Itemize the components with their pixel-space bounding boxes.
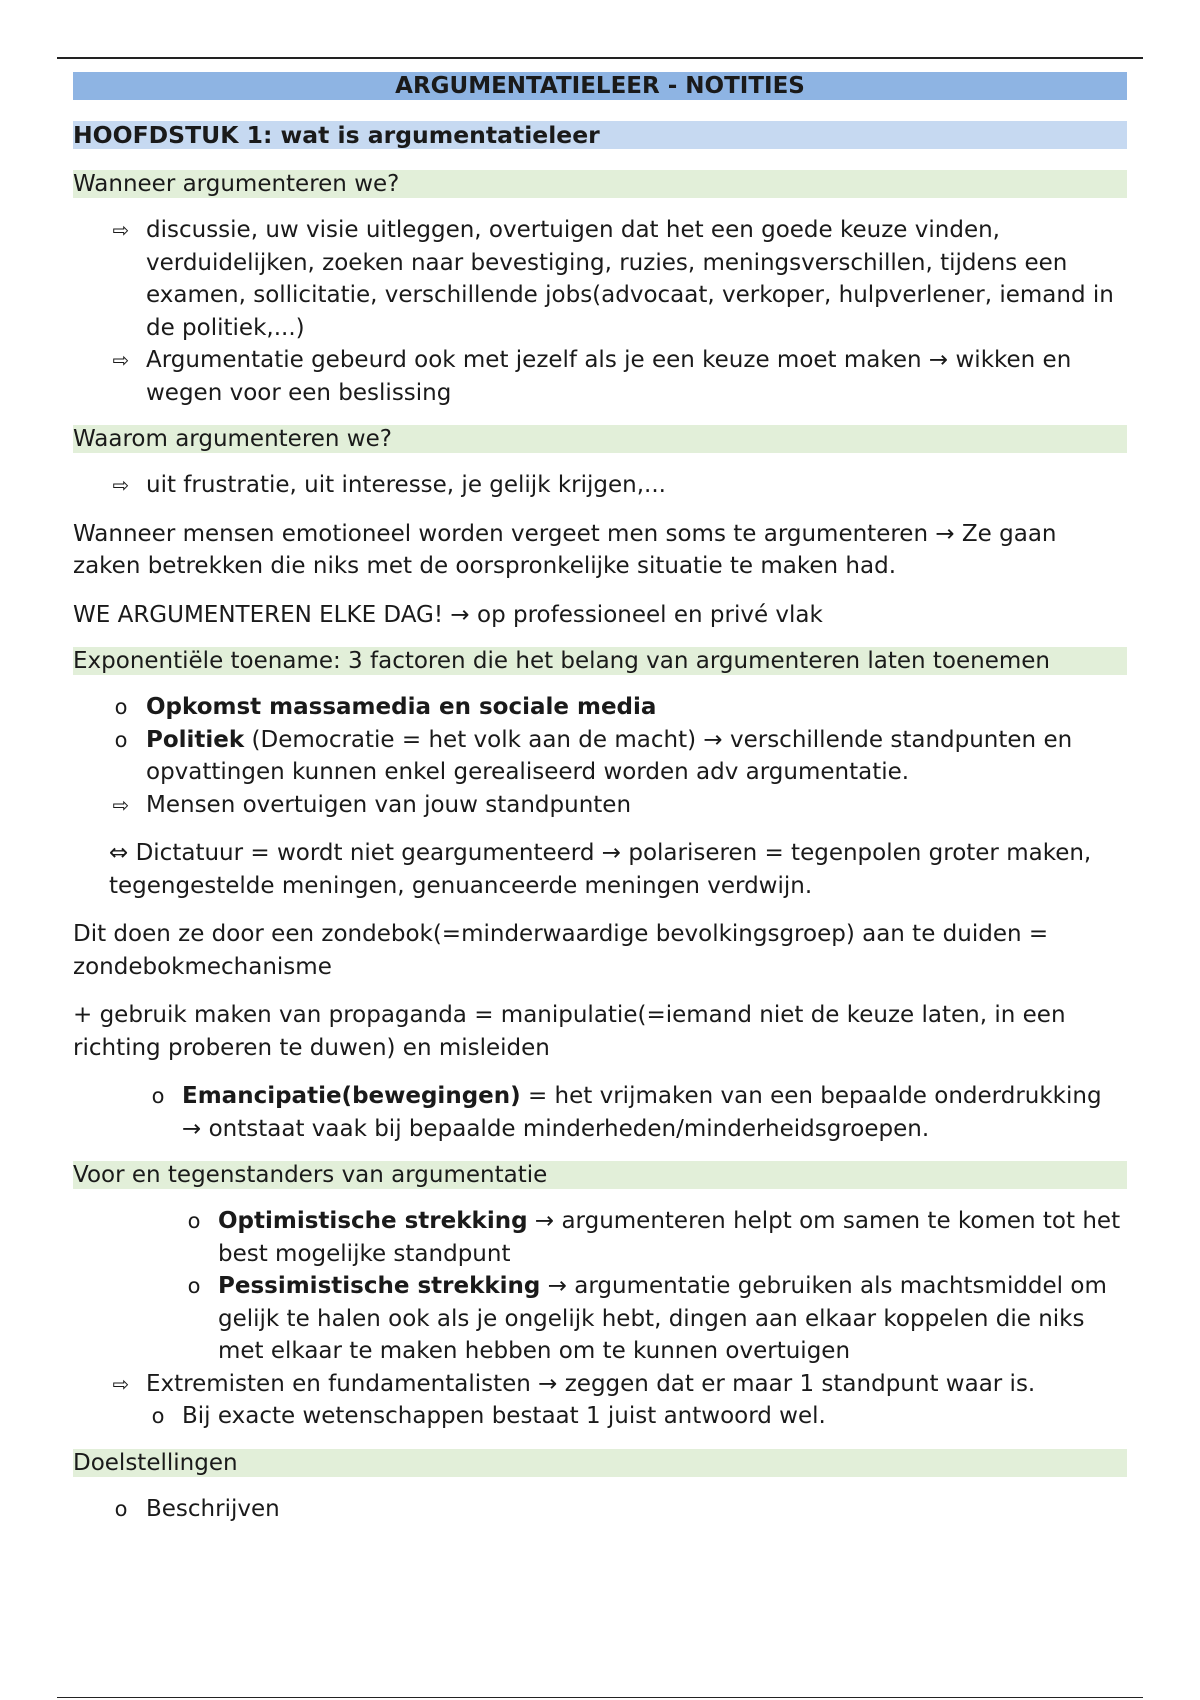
list-item: [73, 691, 1127, 724]
paragraph: Wanneer mensen emotioneel worden vergeet men soms te argumenteren → Ze gaan zaken betrekken die niks met de oorspronkelijke situatie te maken had.: [73, 520, 1057, 579]
list-item: [73, 1205, 1127, 1270]
section-heading-wanneer: Wanneer argumenteren we?: [73, 170, 1127, 198]
circle-bullet-icon: o: [151, 1084, 165, 1108]
list-item-bold: Emancipatie(bewegingen): [182, 1083, 521, 1109]
list-item-text: Mensen overtuigen van jouw standpunten: [146, 791, 632, 818]
paragraph: WE ARGUMENTEREN ELKE DAG! → op professioneel en privé vlak: [73, 601, 823, 628]
circle-bullet-icon: o: [114, 695, 128, 719]
list-item-bold: Optimistische strekking: [218, 1208, 528, 1234]
list-emancipatie: [73, 1080, 1127, 1145]
circle-bullet-icon: o: [151, 1404, 165, 1428]
list-item: [73, 214, 1127, 344]
list-item-text: Extremisten en fundamentalisten → zeggen dat er maar 1 standpunt waar is.: [146, 1370, 1036, 1397]
section-heading-doelstellingen: Doelstellingen: [73, 1449, 1127, 1477]
circle-bullet-icon: o: [114, 727, 128, 752]
list-item: [73, 344, 1127, 409]
list-item: [73, 1080, 1127, 1145]
list-item: [73, 789, 1127, 822]
list-item: [73, 1270, 1127, 1368]
list-item: [73, 1493, 1127, 1526]
list-doelstellingen: [73, 1493, 1127, 1526]
section-heading-toename: Exponentiële toename: 3 factoren die het belang van argumenteren laten toenemen: [73, 647, 1127, 675]
list-waarom: [73, 469, 1127, 502]
circle-bullet-icon: o: [187, 1209, 201, 1233]
list-item-text: Bij exacte wetenschappen bestaat 1 juist antwoord wel.: [182, 1403, 826, 1429]
chapter-heading: HOOFDSTUK 1: wat is argumentatieleer: [73, 121, 1127, 149]
list-item-text: → argumenteren helpt om samen te komen tot het best mogelijke standpunt: [218, 1208, 1121, 1267]
circle-bullet-icon: o: [114, 1496, 128, 1521]
arrow-bullet-icon: ⇨: [112, 218, 130, 242]
arrow-bullet-icon: ⇨: [112, 348, 130, 372]
list-item-text: discussie, uw visie uitleggen, overtuigen dat het een goede keuze vinden, verduidelijken, zoeken naar bevestiging, ruzies, meningsverschillen, tijdens een examen, sollicitatie, verschillende jobs(advocaat, verkoper, hulpverlener, iemand in de politiek,...): [146, 217, 1114, 341]
list-item-bold: Pessimistische strekking: [218, 1273, 541, 1299]
list-item: [73, 1400, 1127, 1433]
list-item-text: uit frustratie, uit interesse, je gelijk krijgen,...: [146, 472, 666, 498]
list-factoren: [73, 691, 1127, 821]
arrow-bullet-icon: ⇨: [112, 792, 130, 817]
list-item: [73, 724, 1127, 789]
arrow-bullet-icon: ⇨: [112, 473, 130, 497]
circle-bullet-icon: o: [187, 1274, 201, 1298]
section-heading-waarom: Waarom argumenteren we?: [73, 425, 1127, 453]
section-heading-voor-tegen: Voor en tegenstanders van argumentatie: [73, 1161, 1127, 1189]
paragraph: Dit doen ze door een zondebok(=minderwaardige bevolkingsgroep) aan te duiden = zondebokmechanisme: [73, 921, 1049, 980]
list-item-bold: Opkomst massamedia en sociale media: [146, 694, 657, 720]
paragraph: + gebruik maken van propaganda = manipulatie(=iemand niet de keuze laten, in een richting proberen te duwen) en misleiden: [73, 1002, 1066, 1061]
dictatuur-paragraph: ⇔ Dictatuur = wordt niet geargumenteerd → polariseren = tegenpolen groter maken, tegengestelde meningen, genuanceerde meningen verdwijn.: [109, 840, 1092, 899]
list-item-text: → argumentatie gebruiken als machtsmiddel om gelijk te halen ook als je ongelijk hebt, dingen aan elkaar koppelen die niks met elkaar te maken hebben om te kunnen overtuigen: [218, 1273, 1107, 1364]
list-item-bold: Politiek: [146, 726, 245, 753]
list-strekkingen: [73, 1205, 1127, 1433]
bottom-rule: [57, 1697, 1143, 1698]
top-rule: [57, 57, 1143, 59]
list-item: [73, 1368, 1127, 1401]
document-title: ARGUMENTATIELEER - NOTITIES: [73, 72, 1127, 100]
list-item-text: (Democratie = het volk aan de macht) → verschillende standpunten en opvattingen kunnen enkel gerealiseerd worden adv argumentatie.: [146, 726, 1073, 785]
arrow-bullet-icon: ⇨: [112, 1371, 130, 1396]
list-item-text: Beschrijven: [146, 1495, 280, 1522]
list-item: [73, 469, 1127, 502]
document-page: [73, 72, 1127, 1541]
list-item-text: Argumentatie gebeurd ook met jezelf als je een keuze moet maken → wikken en wegen voor een beslissing: [146, 347, 1072, 406]
list-wanneer: [73, 214, 1127, 409]
list-item-text: = het vrijmaken van een bepaalde onderdrukking → ontstaat vaak bij bepaalde minderheden/minderheidsgroepen.: [182, 1083, 1102, 1142]
